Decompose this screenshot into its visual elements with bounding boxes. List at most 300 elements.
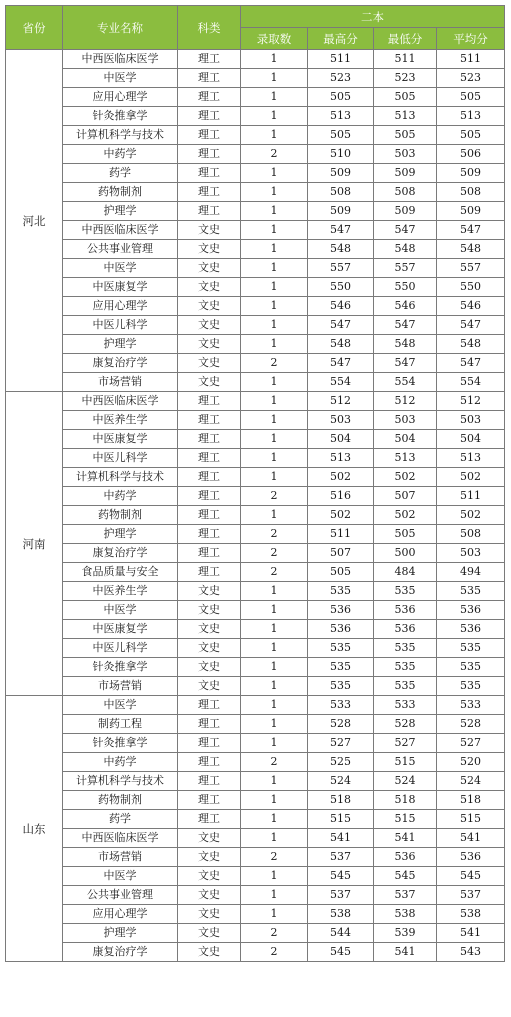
category-cell: 理工 xyxy=(178,753,241,772)
table-row xyxy=(6,278,505,297)
major-cell: 中西医临床医学 xyxy=(63,392,178,411)
table-row xyxy=(6,164,505,183)
table-row xyxy=(6,430,505,449)
table-row xyxy=(6,734,505,753)
category-cell: 文史 xyxy=(178,278,241,297)
major-cell: 计算机科学与技术 xyxy=(63,468,178,487)
max-score-cell: 502 xyxy=(308,468,374,487)
major-cell: 中医儿科学 xyxy=(63,449,178,468)
major-cell: 药物制剂 xyxy=(63,183,178,202)
min-score-cell: 554 xyxy=(374,373,437,392)
max-score-cell: 507 xyxy=(308,544,374,563)
category-cell: 理工 xyxy=(178,506,241,525)
table-row xyxy=(6,829,505,848)
avg-score-cell: 503 xyxy=(437,411,505,430)
category-cell: 文史 xyxy=(178,620,241,639)
avg-score-cell: 503 xyxy=(437,544,505,563)
max-score-cell: 511 xyxy=(308,50,374,69)
major-cell: 市场营销 xyxy=(63,848,178,867)
max-score-cell: 513 xyxy=(308,449,374,468)
category-cell: 理工 xyxy=(178,183,241,202)
category-cell: 理工 xyxy=(178,392,241,411)
category-cell: 理工 xyxy=(178,696,241,715)
max-score-cell: 536 xyxy=(308,620,374,639)
major-cell: 制药工程 xyxy=(63,715,178,734)
min-score-cell: 536 xyxy=(374,848,437,867)
category-cell: 文史 xyxy=(178,924,241,943)
admitted-cell: 1 xyxy=(241,639,308,658)
max-score-cell: 523 xyxy=(308,69,374,88)
avg-score-cell: 547 xyxy=(437,354,505,373)
major-cell: 应用心理学 xyxy=(63,905,178,924)
max-score-cell: 535 xyxy=(308,658,374,677)
avg-score-cell: 547 xyxy=(437,221,505,240)
min-score-cell: 547 xyxy=(374,354,437,373)
min-score-cell: 528 xyxy=(374,715,437,734)
major-cell: 针灸推拿学 xyxy=(63,734,178,753)
avg-score-cell: 513 xyxy=(437,449,505,468)
category-cell: 理工 xyxy=(178,772,241,791)
avg-score-cell: 515 xyxy=(437,810,505,829)
major-cell: 中医康复学 xyxy=(63,620,178,639)
table-row xyxy=(6,487,505,506)
admitted-cell: 2 xyxy=(241,544,308,563)
avg-score-cell: 535 xyxy=(437,677,505,696)
admitted-cell: 1 xyxy=(241,259,308,278)
min-score-cell: 541 xyxy=(374,829,437,848)
category-cell: 理工 xyxy=(178,430,241,449)
max-score-cell: 524 xyxy=(308,772,374,791)
avg-score-cell: 513 xyxy=(437,107,505,126)
header-max: 最高分 xyxy=(308,28,374,50)
major-cell: 中医学 xyxy=(63,601,178,620)
table-row xyxy=(6,943,505,962)
avg-score-cell: 494 xyxy=(437,563,505,582)
min-score-cell: 536 xyxy=(374,620,437,639)
table-row xyxy=(6,677,505,696)
category-cell: 文史 xyxy=(178,867,241,886)
max-score-cell: 557 xyxy=(308,259,374,278)
admitted-cell: 2 xyxy=(241,924,308,943)
admitted-cell: 1 xyxy=(241,430,308,449)
max-score-cell: 538 xyxy=(308,905,374,924)
avg-score-cell: 554 xyxy=(437,373,505,392)
table-header xyxy=(6,6,505,50)
avg-score-cell: 541 xyxy=(437,924,505,943)
max-score-cell: 548 xyxy=(308,335,374,354)
admitted-cell: 2 xyxy=(241,943,308,962)
min-score-cell: 548 xyxy=(374,240,437,259)
admission-scores-document xyxy=(5,5,504,962)
max-score-cell: 511 xyxy=(308,525,374,544)
admitted-cell: 1 xyxy=(241,392,308,411)
avg-score-cell: 541 xyxy=(437,829,505,848)
admitted-cell: 1 xyxy=(241,202,308,221)
table-row xyxy=(6,50,505,69)
table-row xyxy=(6,563,505,582)
avg-score-cell: 527 xyxy=(437,734,505,753)
province-cell: 河南 xyxy=(6,392,63,696)
admitted-cell: 1 xyxy=(241,468,308,487)
table-row xyxy=(6,202,505,221)
avg-score-cell: 547 xyxy=(437,316,505,335)
max-score-cell: 509 xyxy=(308,202,374,221)
avg-score-cell: 502 xyxy=(437,468,505,487)
category-cell: 理工 xyxy=(178,411,241,430)
admitted-cell: 1 xyxy=(241,373,308,392)
admitted-cell: 1 xyxy=(241,658,308,677)
min-score-cell: 539 xyxy=(374,924,437,943)
category-cell: 文史 xyxy=(178,373,241,392)
table-row xyxy=(6,791,505,810)
category-cell: 理工 xyxy=(178,734,241,753)
header-min: 最低分 xyxy=(374,28,437,50)
min-score-cell: 538 xyxy=(374,905,437,924)
admitted-cell: 1 xyxy=(241,867,308,886)
major-cell: 中西医临床医学 xyxy=(63,829,178,848)
avg-score-cell: 508 xyxy=(437,525,505,544)
min-score-cell: 503 xyxy=(374,411,437,430)
category-cell: 文史 xyxy=(178,677,241,696)
min-score-cell: 505 xyxy=(374,525,437,544)
avg-score-cell: 518 xyxy=(437,791,505,810)
admitted-cell: 2 xyxy=(241,145,308,164)
category-cell: 理工 xyxy=(178,145,241,164)
category-cell: 理工 xyxy=(178,126,241,145)
min-score-cell: 502 xyxy=(374,468,437,487)
max-score-cell: 544 xyxy=(308,924,374,943)
table-row xyxy=(6,468,505,487)
max-score-cell: 548 xyxy=(308,240,374,259)
admitted-cell: 2 xyxy=(241,525,308,544)
max-score-cell: 541 xyxy=(308,829,374,848)
admitted-cell: 1 xyxy=(241,886,308,905)
major-cell: 护理学 xyxy=(63,202,178,221)
min-score-cell: 535 xyxy=(374,639,437,658)
max-score-cell: 546 xyxy=(308,297,374,316)
category-cell: 理工 xyxy=(178,525,241,544)
major-cell: 中医儿科学 xyxy=(63,639,178,658)
major-cell: 中药学 xyxy=(63,487,178,506)
header-province: 省份 xyxy=(6,6,63,50)
max-score-cell: 536 xyxy=(308,601,374,620)
province-cell: 河北 xyxy=(6,50,63,392)
table-row xyxy=(6,354,505,373)
avg-score-cell: 557 xyxy=(437,259,505,278)
avg-score-cell: 520 xyxy=(437,753,505,772)
min-score-cell: 524 xyxy=(374,772,437,791)
avg-score-cell: 536 xyxy=(437,848,505,867)
category-cell: 文史 xyxy=(178,658,241,677)
admitted-cell: 1 xyxy=(241,183,308,202)
admitted-cell: 1 xyxy=(241,164,308,183)
table-row xyxy=(6,772,505,791)
table-row xyxy=(6,639,505,658)
admitted-cell: 1 xyxy=(241,506,308,525)
category-cell: 理工 xyxy=(178,449,241,468)
major-cell: 计算机科学与技术 xyxy=(63,126,178,145)
admitted-cell: 2 xyxy=(241,753,308,772)
admitted-cell: 1 xyxy=(241,240,308,259)
major-cell: 市场营销 xyxy=(63,677,178,696)
major-cell: 中西医临床医学 xyxy=(63,50,178,69)
category-cell: 文史 xyxy=(178,354,241,373)
major-cell: 针灸推拿学 xyxy=(63,658,178,677)
avg-score-cell: 548 xyxy=(437,240,505,259)
admitted-cell: 1 xyxy=(241,772,308,791)
admitted-cell: 2 xyxy=(241,848,308,867)
min-score-cell: 547 xyxy=(374,316,437,335)
admitted-cell: 1 xyxy=(241,829,308,848)
table-row xyxy=(6,145,505,164)
avg-score-cell: 535 xyxy=(437,582,505,601)
category-cell: 文史 xyxy=(178,905,241,924)
admitted-cell: 1 xyxy=(241,69,308,88)
table-row xyxy=(6,525,505,544)
major-cell: 中医学 xyxy=(63,259,178,278)
max-score-cell: 537 xyxy=(308,886,374,905)
category-cell: 理工 xyxy=(178,468,241,487)
admitted-cell: 2 xyxy=(241,563,308,582)
table-row xyxy=(6,886,505,905)
major-cell: 护理学 xyxy=(63,924,178,943)
min-score-cell: 537 xyxy=(374,886,437,905)
min-score-cell: 509 xyxy=(374,164,437,183)
avg-score-cell: 511 xyxy=(437,50,505,69)
major-cell: 中医养生学 xyxy=(63,582,178,601)
max-score-cell: 547 xyxy=(308,221,374,240)
category-cell: 文史 xyxy=(178,886,241,905)
min-score-cell: 503 xyxy=(374,145,437,164)
admitted-cell: 1 xyxy=(241,88,308,107)
min-score-cell: 546 xyxy=(374,297,437,316)
table-row xyxy=(6,411,505,430)
admitted-cell: 1 xyxy=(241,335,308,354)
avg-score-cell: 546 xyxy=(437,297,505,316)
table-row xyxy=(6,544,505,563)
major-cell: 中医学 xyxy=(63,867,178,886)
major-cell: 应用心理学 xyxy=(63,297,178,316)
min-score-cell: 535 xyxy=(374,658,437,677)
category-cell: 文史 xyxy=(178,221,241,240)
major-cell: 康复治疗学 xyxy=(63,354,178,373)
min-score-cell: 518 xyxy=(374,791,437,810)
category-cell: 理工 xyxy=(178,202,241,221)
min-score-cell: 557 xyxy=(374,259,437,278)
table-row xyxy=(6,88,505,107)
min-score-cell: 511 xyxy=(374,50,437,69)
avg-score-cell: 524 xyxy=(437,772,505,791)
major-cell: 中医学 xyxy=(63,696,178,715)
admitted-cell: 1 xyxy=(241,449,308,468)
avg-score-cell: 536 xyxy=(437,620,505,639)
major-cell: 药学 xyxy=(63,164,178,183)
max-score-cell: 515 xyxy=(308,810,374,829)
avg-score-cell: 543 xyxy=(437,943,505,962)
province-cell: 山东 xyxy=(6,696,63,962)
table-row xyxy=(6,335,505,354)
min-score-cell: 527 xyxy=(374,734,437,753)
max-score-cell: 547 xyxy=(308,354,374,373)
admitted-cell: 1 xyxy=(241,620,308,639)
category-cell: 文史 xyxy=(178,259,241,278)
min-score-cell: 502 xyxy=(374,506,437,525)
major-cell: 针灸推拿学 xyxy=(63,107,178,126)
admitted-cell: 1 xyxy=(241,677,308,696)
admitted-cell: 1 xyxy=(241,905,308,924)
min-score-cell: 500 xyxy=(374,544,437,563)
category-cell: 理工 xyxy=(178,107,241,126)
category-cell: 文史 xyxy=(178,639,241,658)
min-score-cell: 504 xyxy=(374,430,437,449)
major-cell: 中医康复学 xyxy=(63,278,178,297)
category-cell: 文史 xyxy=(178,297,241,316)
avg-score-cell: 512 xyxy=(437,392,505,411)
header-batch: 二本 xyxy=(241,6,505,28)
avg-score-cell: 535 xyxy=(437,658,505,677)
table-row xyxy=(6,392,505,411)
category-cell: 理工 xyxy=(178,69,241,88)
max-score-cell: 535 xyxy=(308,639,374,658)
avg-score-cell: 528 xyxy=(437,715,505,734)
table-row xyxy=(6,658,505,677)
table-row xyxy=(6,848,505,867)
min-score-cell: 507 xyxy=(374,487,437,506)
avg-score-cell: 505 xyxy=(437,88,505,107)
max-score-cell: 513 xyxy=(308,107,374,126)
table-body xyxy=(6,50,505,962)
table-row xyxy=(6,696,505,715)
admitted-cell: 1 xyxy=(241,316,308,335)
category-cell: 文史 xyxy=(178,829,241,848)
category-cell: 理工 xyxy=(178,544,241,563)
admitted-cell: 1 xyxy=(241,297,308,316)
max-score-cell: 505 xyxy=(308,88,374,107)
major-cell: 药物制剂 xyxy=(63,506,178,525)
admitted-cell: 2 xyxy=(241,354,308,373)
avg-score-cell: 533 xyxy=(437,696,505,715)
header-category: 科类 xyxy=(178,6,241,50)
max-score-cell: 550 xyxy=(308,278,374,297)
major-cell: 康复治疗学 xyxy=(63,544,178,563)
category-cell: 理工 xyxy=(178,487,241,506)
table-row xyxy=(6,183,505,202)
header-admitted: 录取数 xyxy=(241,28,308,50)
major-cell: 中医学 xyxy=(63,69,178,88)
max-score-cell: 502 xyxy=(308,506,374,525)
max-score-cell: 528 xyxy=(308,715,374,734)
table-row xyxy=(6,221,505,240)
admission-scores-table xyxy=(5,5,505,962)
category-cell: 文史 xyxy=(178,316,241,335)
min-score-cell: 536 xyxy=(374,601,437,620)
table-row xyxy=(6,506,505,525)
major-cell: 护理学 xyxy=(63,525,178,544)
avg-score-cell: 538 xyxy=(437,905,505,924)
major-cell: 市场营销 xyxy=(63,373,178,392)
category-cell: 理工 xyxy=(178,50,241,69)
min-score-cell: 515 xyxy=(374,810,437,829)
major-cell: 药物制剂 xyxy=(63,791,178,810)
table-row xyxy=(6,715,505,734)
major-cell: 中药学 xyxy=(63,753,178,772)
min-score-cell: 550 xyxy=(374,278,437,297)
admitted-cell: 1 xyxy=(241,126,308,145)
min-score-cell: 512 xyxy=(374,392,437,411)
admitted-cell: 1 xyxy=(241,221,308,240)
category-cell: 理工 xyxy=(178,791,241,810)
avg-score-cell: 506 xyxy=(437,145,505,164)
admitted-cell: 1 xyxy=(241,734,308,753)
major-cell: 中药学 xyxy=(63,145,178,164)
category-cell: 理工 xyxy=(178,164,241,183)
admitted-cell: 1 xyxy=(241,582,308,601)
category-cell: 文史 xyxy=(178,943,241,962)
max-score-cell: 554 xyxy=(308,373,374,392)
min-score-cell: 545 xyxy=(374,867,437,886)
table-row xyxy=(6,867,505,886)
admitted-cell: 1 xyxy=(241,107,308,126)
major-cell: 计算机科学与技术 xyxy=(63,772,178,791)
min-score-cell: 541 xyxy=(374,943,437,962)
admitted-cell: 1 xyxy=(241,810,308,829)
table-row xyxy=(6,316,505,335)
table-row xyxy=(6,240,505,259)
category-cell: 理工 xyxy=(178,563,241,582)
avg-score-cell: 509 xyxy=(437,164,505,183)
min-score-cell: 548 xyxy=(374,335,437,354)
max-score-cell: 508 xyxy=(308,183,374,202)
avg-score-cell: 550 xyxy=(437,278,505,297)
max-score-cell: 535 xyxy=(308,677,374,696)
admitted-cell: 1 xyxy=(241,411,308,430)
header-major: 专业名称 xyxy=(63,6,178,50)
category-cell: 文史 xyxy=(178,240,241,259)
max-score-cell: 535 xyxy=(308,582,374,601)
table-row xyxy=(6,753,505,772)
max-score-cell: 504 xyxy=(308,430,374,449)
min-score-cell: 509 xyxy=(374,202,437,221)
avg-score-cell: 504 xyxy=(437,430,505,449)
table-row xyxy=(6,582,505,601)
table-row xyxy=(6,810,505,829)
max-score-cell: 510 xyxy=(308,145,374,164)
table-row xyxy=(6,601,505,620)
category-cell: 文史 xyxy=(178,582,241,601)
major-cell: 公共事业管理 xyxy=(63,886,178,905)
admitted-cell: 1 xyxy=(241,791,308,810)
max-score-cell: 547 xyxy=(308,316,374,335)
min-score-cell: 484 xyxy=(374,563,437,582)
major-cell: 食品质量与安全 xyxy=(63,563,178,582)
avg-score-cell: 509 xyxy=(437,202,505,221)
min-score-cell: 515 xyxy=(374,753,437,772)
min-score-cell: 523 xyxy=(374,69,437,88)
table-row xyxy=(6,69,505,88)
major-cell: 应用心理学 xyxy=(63,88,178,107)
max-score-cell: 509 xyxy=(308,164,374,183)
min-score-cell: 505 xyxy=(374,126,437,145)
table-row xyxy=(6,126,505,145)
max-score-cell: 527 xyxy=(308,734,374,753)
major-cell: 护理学 xyxy=(63,335,178,354)
major-cell: 中西医临床医学 xyxy=(63,221,178,240)
max-score-cell: 545 xyxy=(308,867,374,886)
header-avg: 平均分 xyxy=(437,28,505,50)
major-cell: 中医养生学 xyxy=(63,411,178,430)
category-cell: 理工 xyxy=(178,810,241,829)
table-row xyxy=(6,107,505,126)
